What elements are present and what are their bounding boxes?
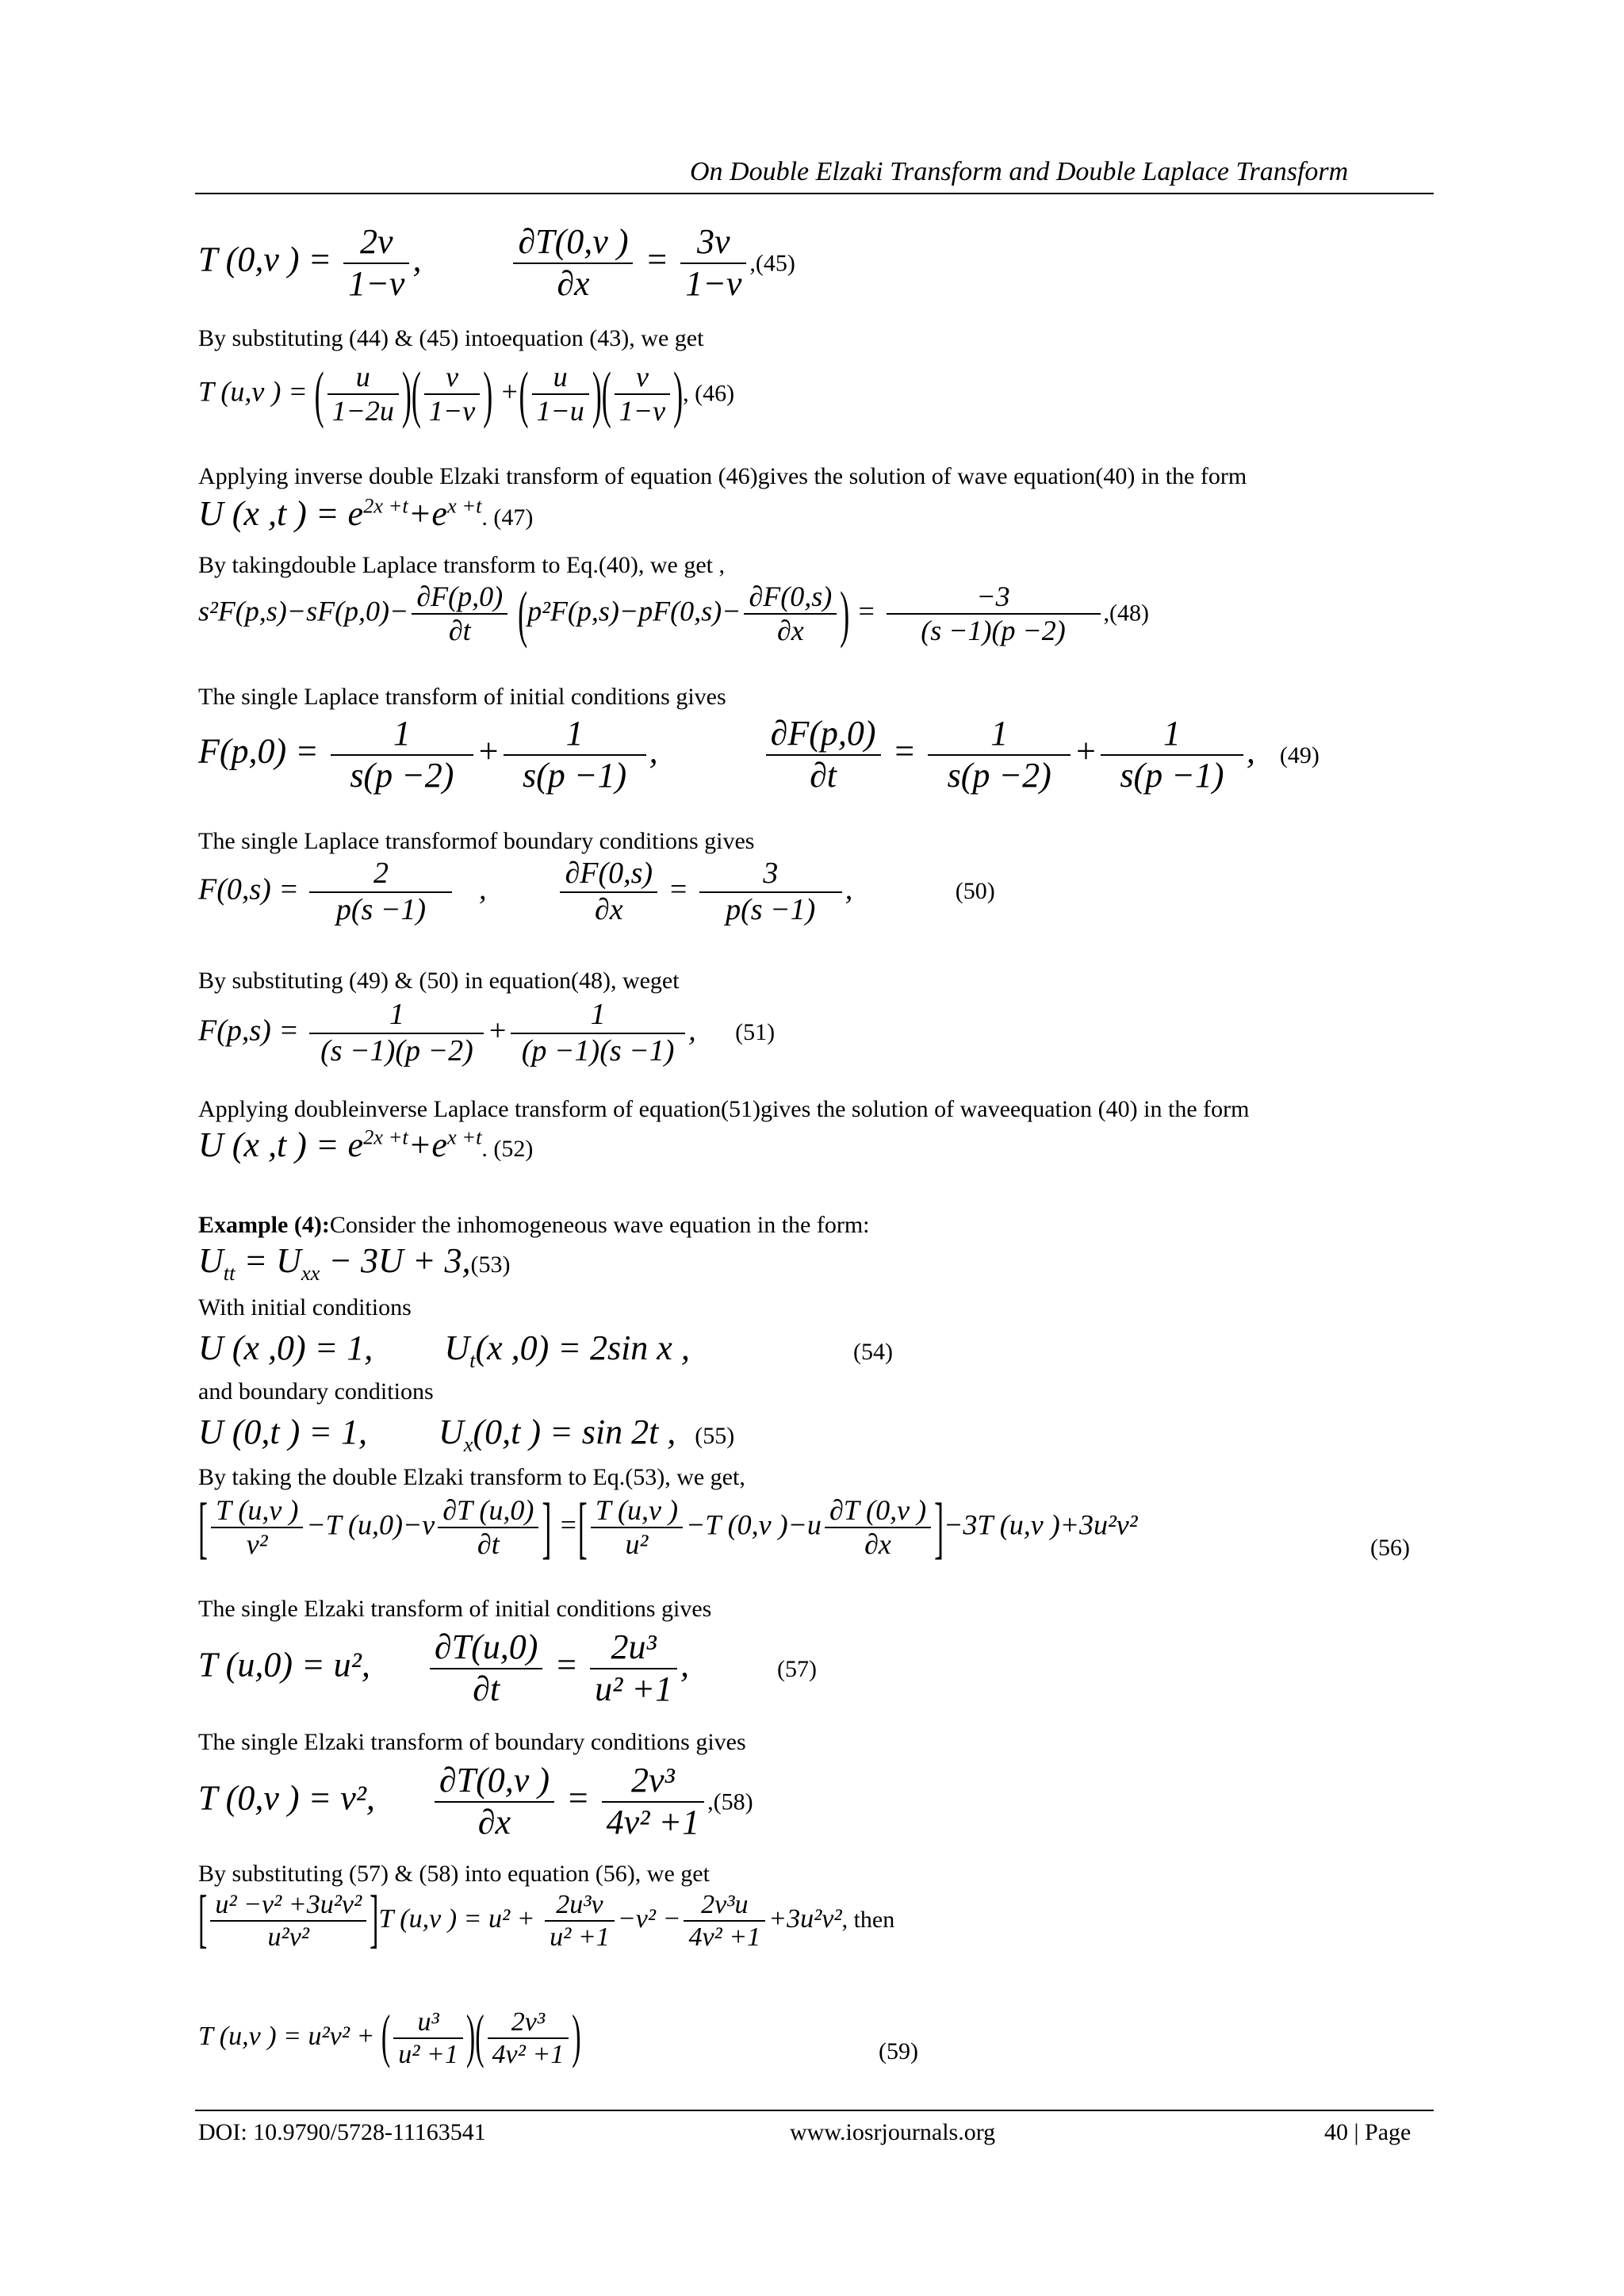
eq56-tag: (56)	[1370, 1535, 1410, 1561]
text-t9: and boundary conditions	[198, 1378, 434, 1405]
eq45-lhs: T (0,v ) =	[198, 240, 332, 279]
eq46-tag: , (46)	[683, 380, 735, 407]
example-text: Consider the inhomogeneous wave equation in the form:	[329, 1212, 870, 1238]
equation-57: T (u,0) = u², $\frac{\partial T(u,0)}{\partial t}$ = $\frac{\text{2u³}}{\text{u² +1}}$ , (57)	[198, 1627, 817, 1708]
equation-59: T (u,v ) = u²v² + ( $\frac{\text{u³}}{\text{u² +1}}$ )( $\frac{\text{2v³}}{\text{4v² +1}}$ )	[198, 2005, 581, 2070]
text-t2: Applying inverse double Elzaki transform of equation (46)gives the solution of wave equation(40) in the form	[198, 463, 1247, 489]
text-t3: By takingdouble Laplace transform to Eq.(40), we get ,	[198, 552, 725, 578]
text-t4: The single Laplace transform of initial conditions gives	[198, 684, 726, 710]
eq45-frac2: $\frac{\partial T(0,v )}{\partial x}$	[513, 222, 633, 304]
header-rule	[195, 193, 1434, 194]
text-t1: By substituting (44) & (45) intoequation (43), we get	[198, 325, 704, 351]
eq54-tag: (54)	[853, 1339, 893, 1365]
eq45-frac3: $\frac{3v}{1-v}$	[680, 222, 746, 304]
equation-51: F(p,s) = $\frac{1}{(s -1)(p -2)}$ + $\frac{1}{(p -1)(s -1)}$ , (51)	[198, 998, 776, 1068]
equation-52: U (x ,t ) = $e^{2x +t}+e^{x +t}$. (52)	[198, 1125, 534, 1164]
equation-53: $U_{tt} = U_{xx} - 3U + 3,(53)$	[198, 1241, 511, 1285]
equation-47: U (x ,t ) = $e^{2x +t}+e^{x +t}$. (47)	[198, 493, 534, 533]
eq45-tag: ,(45)	[749, 250, 795, 277]
footer-rule	[195, 2110, 1434, 2111]
equation-55: U (0,t ) = 1, $U_x(0,t$ ) = sin 2t , (55)	[198, 1412, 735, 1456]
footer-website[interactable]: www.iosrjournals.org	[790, 2119, 996, 2145]
text-t13: By substituting (57) & (58) into equation (56), we get	[198, 1861, 710, 1887]
text-t7: Applying doubleinverse Laplace transform of equation(51)gives the solution of waveequation (40) in the form	[198, 1096, 1250, 1122]
eq45-frac1: $\frac{2v}{1-v}$	[343, 222, 409, 304]
equation-54: U (x ,0) = 1, $U_t(x$ ,0) = 2sin x ,	[198, 1328, 690, 1372]
equation-49: F(p,0) = $\frac{1}{s(p -2)}$ + $\frac{1}{s(p -1)}$ , $\frac{\partial F(p,0)}{\partial t}$ = $\frac{1}{s(p -2)}$ + $\frac{1}{s(p -1)}$ , (49)	[198, 714, 1320, 795]
equation-56: [ $\frac{T (u,v )}{\text{v²}}$ −T (u,0)−v $\frac{\partial T (u,0)}{\partial t}$ ] =[ $\frac{T (u,v )}{\text{u²}}$ −T (0,v )−u $\frac{\partial T (0,v )}{\partial x}$ ]−3T (u,v )+3u²v²	[198, 1489, 1138, 1566]
text-t11: The single Elzaki transform of initial conditions gives	[198, 1596, 712, 1622]
example-label: Example (4):	[198, 1212, 330, 1238]
equation-50: F(0,s) = $\frac{2}{p(s -1)}$ , $\frac{\partial F(0,s)}{\partial x}$ = $\frac{3}{p(s -1)}$ , (50)	[198, 857, 995, 926]
text-t6: By substituting (49) & (50) in equation(48), weget	[198, 968, 680, 994]
example-4-heading	[198, 1212, 870, 1239]
eq59-tag: (59)	[879, 2038, 918, 2064]
text-t8: With initial conditions	[198, 1294, 412, 1320]
equation-58: T (0,v ) = v², $\frac{\partial T(0,v )}{\partial x}$ = $\frac{\text{2v³}}{\text{4v² +1}}$ ,(58)	[198, 1761, 753, 1842]
footer-doi: DOI: 10.9790/5728-11163541	[198, 2119, 486, 2145]
text-t12: The single Elzaki transform of boundary conditions gives	[198, 1729, 746, 1755]
equation-48: s²F(p,s)−sF(p,0)− $\frac{\partial F(p,0)}{\partial t}$ (p²F(p,s)−pF(0,s)− $\frac{\partial F(0,s)}{\partial x}$ ) = $\frac{-3}{(s -1)(p -2)}$ ,(48)	[198, 579, 1149, 650]
equation-59-derivation: [ $\frac{\text{u² −v² +3u²v²}}{\text{u²v²}}$ ]T (u,v ) = u² + $\frac{\text{2u³v}}{\text{u² +1}}$ −v² − $\frac{\text{2v³u}}{\text{4v² +1}}$ +3u²v², then	[198, 1884, 895, 1956]
text-t10: By taking the double Elzaki transform to Eq.(53), we get,	[198, 1464, 745, 1490]
footer-page-number: 40 | Page	[1324, 2119, 1411, 2145]
equation-45: T (0,v ) = $\frac{2v}{1-v}$ , $\frac{\partial T(0,v )}{\partial x}$ = $\frac{3v}{1-v}$ ,(45)	[198, 222, 795, 303]
equation-46: T (u,v ) = ( $\frac{u}{1-2u}$ )( $\frac{v}{1-v}$ ) +( $\frac{u}{1-u}$ )( $\frac{v}{1-v}$ ), (46)	[198, 359, 735, 430]
text-t5: The single Laplace transformof boundary conditions gives	[198, 828, 755, 854]
eq46-lhs: T (u,v ) =	[198, 375, 308, 408]
running-header: On Double Elzaki Transform and Double Laplace Transform	[690, 157, 1349, 186]
